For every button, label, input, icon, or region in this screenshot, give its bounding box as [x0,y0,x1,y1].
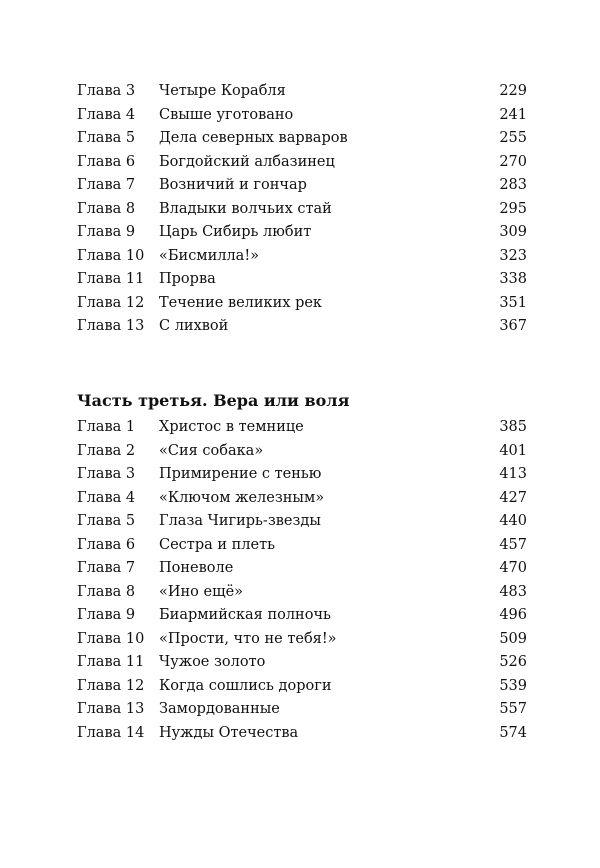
chapter-title: Царь Сибирь любит [159,224,312,240]
chapter-number: Глава 11 [77,654,145,670]
chapter-number: Глава 8 [77,200,136,217]
chapter-number: Глава 4 [77,106,136,123]
toc-entry [77,675,527,699]
chapter-number: Глава 7 [77,177,136,193]
toc-entry [77,698,527,722]
chapter-title: С лихвой [159,318,229,334]
toc-entry [77,557,527,581]
chapter-title: «Прости, что не тебя!» [159,630,337,647]
page-number: 309 [499,224,527,240]
chapter-title: Возничий и гончар [159,177,307,193]
page-number: 470 [499,560,527,576]
page-number: 457 [499,536,527,553]
page-number: 270 [499,153,527,170]
chapter-title: Глаза Чигирь-звезды [159,513,321,529]
toc-section-part-two-continued [77,80,527,339]
toc-entry [77,463,527,487]
chapter-title: Богдойский албазинец [159,153,335,170]
chapter-title: Чужое золото [159,654,266,670]
chapter-number: Глава 3 [77,466,136,482]
page-number: 509 [499,630,527,647]
toc-entry [77,245,527,269]
chapter-number: Глава 12 [77,677,145,694]
page-number: 229 [499,83,527,99]
chapter-number: Глава 12 [77,294,145,311]
chapter-number: Глава 9 [77,224,136,240]
chapter-number: Глава 2 [77,442,136,459]
toc-entry [77,581,527,605]
page-number: 557 [499,701,527,717]
page-number: 496 [499,607,527,623]
toc-entry [77,534,527,558]
toc-entry [77,80,527,104]
page-number: 351 [499,294,527,311]
toc-entry [77,292,527,316]
page-number: 539 [499,677,527,694]
toc-entry [77,127,527,151]
toc-entry [77,104,527,128]
chapter-title: «Ино ещё» [159,583,244,600]
page-number: 283 [499,177,527,193]
toc-entry [77,198,527,222]
chapter-title: Замордованные [159,701,280,717]
chapter-title: Сестра и плеть [159,536,275,553]
chapter-number: Глава 6 [77,153,136,170]
page-number: 413 [499,466,527,482]
page-number: 483 [499,583,527,600]
toc-entry [77,628,527,652]
chapter-title: Поневоле [159,560,234,576]
chapter-title: Четыре Корабля [159,83,286,99]
toc-entry [77,510,527,534]
page-number: 338 [499,271,527,287]
page-number: 440 [499,513,527,529]
chapter-number: Глава 4 [77,489,136,506]
page-number: 401 [499,442,527,459]
part-heading: Часть третья. Вера или воля [77,391,350,410]
chapter-title: Владыки волчьих стай [159,200,332,217]
toc-entry [77,440,527,464]
page-number: 526 [499,654,527,670]
chapter-title: Когда сошлись дороги [159,677,332,694]
chapter-number: Глава 8 [77,583,136,600]
chapter-number: Глава 7 [77,560,136,576]
chapter-number: Глава 14 [77,724,145,741]
chapter-title: Биармийская полночь [159,607,331,623]
toc-entry [77,315,527,339]
chapter-title: Течение великих рек [159,294,322,311]
chapter-title: Прорва [159,271,216,287]
chapter-title: «Бисмилла!» [159,247,260,264]
chapter-title: Нужды Отечества [159,724,299,741]
chapter-number: Глава 1 [77,419,136,435]
chapter-number: Глава 11 [77,271,145,287]
chapter-number: Глава 13 [77,318,145,334]
chapter-title: Христос в темнице [159,419,304,435]
toc-entry [77,487,527,511]
chapter-number: Глава 3 [77,83,136,99]
toc-entry [77,268,527,292]
page-number: 367 [499,318,527,334]
page-number: 427 [499,489,527,506]
page-number: 385 [499,419,527,435]
toc-entry [77,416,527,440]
chapter-title: «Ключом железным» [159,489,325,506]
chapter-title: Дела северных варваров [159,130,348,146]
page-number: 323 [499,247,527,264]
chapter-title: Свыше уготовано [159,106,294,123]
page-number: 295 [499,200,527,217]
toc-entry [77,651,527,675]
chapter-title: «Сия собака» [159,442,264,459]
page-number: 241 [499,106,527,123]
toc-entry [77,722,527,746]
chapter-number: Глава 10 [77,247,145,264]
page-number: 574 [499,724,527,741]
chapter-number: Глава 9 [77,607,136,623]
toc-entry [77,604,527,628]
chapter-title: Примирение с тенью [159,466,322,482]
chapter-number: Глава 10 [77,630,145,647]
chapter-number: Глава 6 [77,536,136,553]
chapter-number: Глава 5 [77,513,136,529]
toc-section-part-three [77,386,527,745]
chapter-number: Глава 13 [77,701,145,717]
toc-entry [77,221,527,245]
toc-entry [77,151,527,175]
chapter-number: Глава 5 [77,130,136,146]
page-number: 255 [499,130,527,146]
toc-entry [77,174,527,198]
